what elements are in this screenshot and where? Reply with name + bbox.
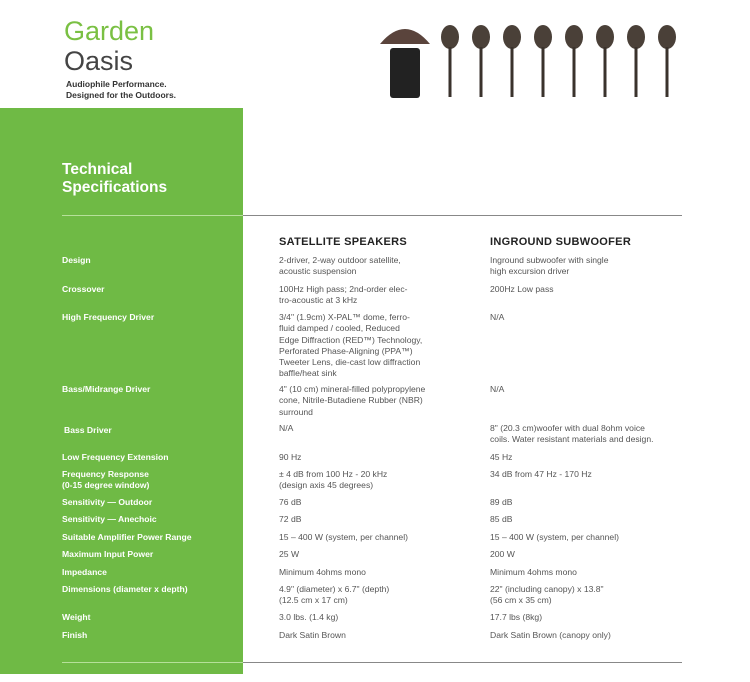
column-header-subwoofer: INGROUND SUBWOOFER xyxy=(490,236,632,248)
subwoofer-value: 45 Hz xyxy=(490,452,513,462)
divider-bottom xyxy=(62,662,682,663)
subwoofer-value: 200 W xyxy=(490,549,515,559)
spec-label: Finish xyxy=(62,630,88,640)
spec-label: Bass/Midrange Driver xyxy=(62,384,151,394)
subwoofer-value: N/A xyxy=(490,384,505,394)
satellite-speaker-icon xyxy=(534,25,552,97)
subwoofer-value: N/A xyxy=(490,312,505,322)
spec-label: Bass Driver xyxy=(64,425,112,435)
page-title xyxy=(62,161,167,197)
spec-label: Sensitivity — Anechoic xyxy=(62,514,157,524)
satellite-value: 72 dB xyxy=(279,514,302,524)
satellite-value: Minimum 4ohms mono xyxy=(279,567,366,577)
spec-label: Impedance xyxy=(62,567,107,577)
subwoofer-value: 34 dB from 47 Hz - 170 Hz xyxy=(490,469,592,479)
satellite-value: 100Hz High pass; 2nd-order elec- tro-acoustic at 3 kHz xyxy=(279,284,408,306)
satellite-value: 3.0 lbs. (1.4 kg) xyxy=(279,612,339,622)
satellite-value: 76 dB xyxy=(279,497,302,507)
subwoofer-value: 89 dB xyxy=(490,497,513,507)
column-header-satellite: SATELLITE SPEAKERS xyxy=(279,236,408,248)
satellite-value: 90 Hz xyxy=(279,452,302,462)
title-line-1: Technical xyxy=(62,161,133,178)
spec-label: Crossover xyxy=(62,284,105,294)
spec-label: Frequency Response (0-15 degree window) xyxy=(62,469,150,490)
divider-top xyxy=(62,215,682,216)
satellite-value: 3/4" (1.9cm) X-PAL™ dome, ferro- fluid damped / cooled, Reduced Edge Diffraction (RED™) Technology, Perforated Phase-Aligning (PPA™) Tweeter Lens, die-cast low diffraction baffle/heat sink xyxy=(279,312,423,379)
subwoofer-value: 17.7 lbs (8kg) xyxy=(490,612,543,622)
subwoofer-value: Dark Satin Brown (canopy only) xyxy=(490,630,611,640)
satellite-value: 4" (10 cm) mineral-filled polypropylene cone, Nitrile-Butadiene Rubber (NBR) surround xyxy=(279,384,426,417)
tagline xyxy=(66,79,176,101)
subwoofer-value: 8" (20.3 cm)woofer with dual 8ohm voice coils. Water resistant materials and design. xyxy=(490,423,654,445)
spec-label: Maximum Input Power xyxy=(62,549,154,559)
spec-label: Design xyxy=(62,255,91,265)
satellite-value: N/A xyxy=(279,423,294,433)
subwoofer-value: Inground subwoofer with single high excursion driver xyxy=(490,255,609,277)
spec-label: High Frequency Driver xyxy=(62,312,155,322)
spec-label: Dimensions (diameter x depth) xyxy=(62,584,188,594)
satellite-speaker-icon xyxy=(565,25,583,97)
brand-logo xyxy=(64,16,154,76)
satellite-speaker-icon xyxy=(503,25,521,97)
tagline-line-2: Designed for the Outdoors. xyxy=(66,90,177,100)
speakers-image xyxy=(378,22,688,102)
spec-label: Sensitivity — Outdoor xyxy=(62,497,153,507)
tagline-line-1: Audiophile Performance. xyxy=(66,79,167,89)
spec-label: Suitable Amplifier Power Range xyxy=(62,532,192,542)
subwoofer-value: 22" (including canopy) x 13.8" (56 cm x 35 cm) xyxy=(490,584,604,606)
satellite-speaker-icon xyxy=(627,25,645,97)
spec-label: Low Frequency Extension xyxy=(62,452,169,462)
satellite-value: 25 W xyxy=(279,549,300,559)
satellite-speaker-icon xyxy=(472,25,490,97)
satellite-speaker-icon xyxy=(596,25,614,97)
satellite-value: Dark Satin Brown xyxy=(279,630,346,640)
subwoofer-value: Minimum 4ohms mono xyxy=(490,567,577,577)
satellite-value: 2-driver, 2-way outdoor satellite, acoustic suspension xyxy=(279,255,401,277)
satellite-value: ± 4 dB from 100 Hz - 20 kHz (design axis 45 degrees) xyxy=(279,469,388,491)
title-line-2: Specifications xyxy=(62,179,168,196)
brand-line-2: Oasis xyxy=(64,46,134,76)
satellite-speaker-icons xyxy=(441,25,676,97)
subwoofer-value: 85 dB xyxy=(490,514,513,524)
subwoofer-value: 15 – 400 W (system, per channel) xyxy=(490,532,619,542)
subwoofer-value: 200Hz Low pass xyxy=(490,284,554,294)
satellite-speaker-icon xyxy=(441,25,459,97)
spec-label: Weight xyxy=(62,612,91,622)
brand-line-1: Garden xyxy=(64,16,155,46)
satellite-value: 4.9" (diameter) x 6.7" (depth) (12.5 cm x 17 cm) xyxy=(279,584,390,606)
satellite-value: 15 – 400 W (system, per channel) xyxy=(279,532,408,542)
subwoofer-icon xyxy=(380,29,430,98)
satellite-speaker-icon xyxy=(658,25,676,97)
